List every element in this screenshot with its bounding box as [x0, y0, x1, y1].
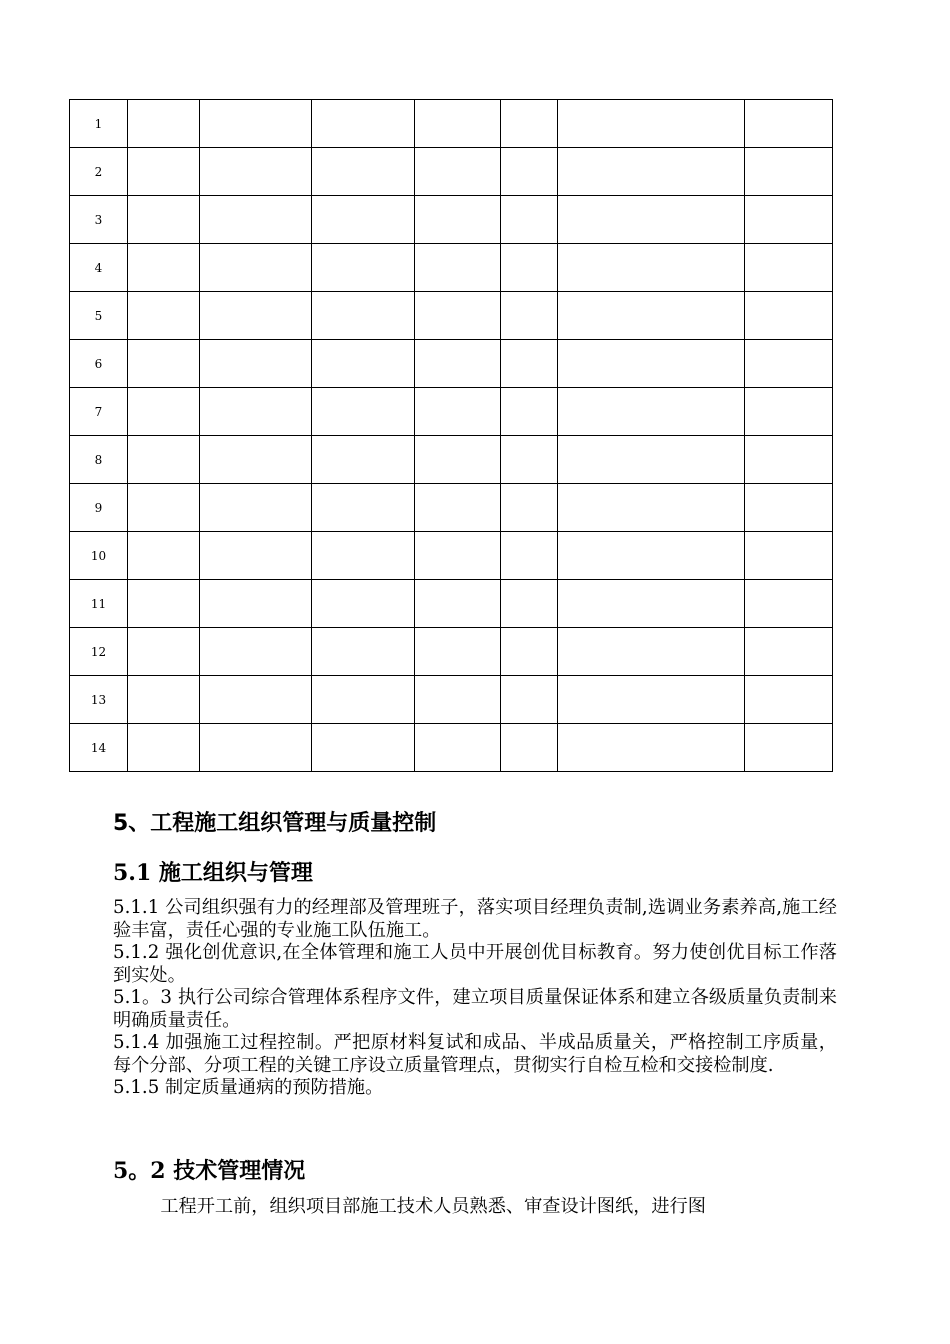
- paragraph-5-1-5: 5.1.5 制定质量通病的预防措施。: [113, 1077, 384, 1098]
- empty-cell: [312, 100, 415, 148]
- empty-cell: [128, 628, 200, 676]
- empty-cell: [200, 292, 312, 340]
- empty-cell: [128, 484, 200, 532]
- empty-cell: [200, 388, 312, 436]
- empty-cell: [501, 388, 558, 436]
- empty-cell: [558, 244, 745, 292]
- empty-cell: [415, 484, 501, 532]
- empty-cell: [745, 340, 833, 388]
- row-number-cell: 7: [70, 388, 128, 436]
- row-number-cell: 13: [70, 676, 128, 724]
- row-number-cell: 8: [70, 436, 128, 484]
- table-row: [70, 100, 833, 148]
- table-row: [70, 196, 833, 244]
- empty-cell: [200, 244, 312, 292]
- empty-cell: [128, 436, 200, 484]
- empty-cell: [200, 436, 312, 484]
- empty-cell: [415, 100, 501, 148]
- empty-cell: [745, 580, 833, 628]
- empty-cell: [200, 724, 312, 772]
- empty-cell: [415, 532, 501, 580]
- empty-cell: [312, 292, 415, 340]
- empty-cell: [128, 244, 200, 292]
- empty-cell: [128, 292, 200, 340]
- empty-cell: [558, 100, 745, 148]
- empty-cell: [501, 148, 558, 196]
- empty-cell: [501, 436, 558, 484]
- empty-cell: [200, 580, 312, 628]
- empty-cell: [501, 628, 558, 676]
- empty-cell: [501, 340, 558, 388]
- empty-cell: [200, 340, 312, 388]
- empty-cell: [501, 292, 558, 340]
- section-5-1-body: [113, 897, 837, 1100]
- empty-cell: [745, 100, 833, 148]
- empty-cell: [312, 532, 415, 580]
- section-5-2-heading: 5。2 技术管理情况: [113, 1158, 306, 1184]
- row-number-cell: 4: [70, 244, 128, 292]
- table-row: [70, 676, 833, 724]
- paragraph-5-1-1: 5.1.1 公司组织强有力的经理部及管理班子，落实项目经理负责制,选调业务素养高,施工经验丰富，责任心强的专业施工队伍施工。: [113, 897, 837, 941]
- empty-cell: [415, 340, 501, 388]
- empty-cell: [501, 100, 558, 148]
- empty-cell: [558, 388, 745, 436]
- table-row: [70, 388, 833, 436]
- empty-cell: [200, 100, 312, 148]
- table-row: [70, 484, 833, 532]
- empty-cell: [200, 148, 312, 196]
- empty-cell: [745, 292, 833, 340]
- row-number-cell: 6: [70, 340, 128, 388]
- empty-cell: [558, 532, 745, 580]
- table-row: [70, 292, 833, 340]
- empty-cell: [558, 292, 745, 340]
- empty-cell: [128, 676, 200, 724]
- row-number-cell: 9: [70, 484, 128, 532]
- empty-cell: [128, 196, 200, 244]
- empty-cell: [745, 196, 833, 244]
- row-number-cell: 10: [70, 532, 128, 580]
- table-row: [70, 340, 833, 388]
- empty-cell: [128, 340, 200, 388]
- paragraph-5-1-4: 5.1.4 加强施工过程控制。严把原材料复试和成品、半成品质量关，严格控制工序质量，每个分部、分项工程的关键工序设立质量管理点，贯彻实行自检互检和交接检制度.: [113, 1032, 837, 1076]
- empty-cell: [558, 676, 745, 724]
- empty-cell: [501, 532, 558, 580]
- empty-cell: [312, 196, 415, 244]
- empty-cell: [415, 196, 501, 244]
- table-row: [70, 580, 833, 628]
- empty-cell: [415, 244, 501, 292]
- empty-cell: [312, 388, 415, 436]
- empty-cell: [501, 676, 558, 724]
- row-number-cell: 2: [70, 148, 128, 196]
- empty-cell: [312, 148, 415, 196]
- empty-cell: [415, 292, 501, 340]
- empty-cell: [501, 724, 558, 772]
- paragraph-5-1-3: 5.1。3 执行公司综合管理体系程序文件，建立项目质量保证体系和建立各级质量负责制来明确质量责任。: [113, 987, 837, 1031]
- empty-cell: [558, 628, 745, 676]
- empty-cell: [415, 580, 501, 628]
- empty-cell: [312, 244, 415, 292]
- empty-cell: [558, 580, 745, 628]
- empty-cell: [501, 196, 558, 244]
- empty-cell: [200, 484, 312, 532]
- row-number-cell: 5: [70, 292, 128, 340]
- empty-cell: [745, 148, 833, 196]
- table-row: [70, 628, 833, 676]
- empty-cell: [501, 484, 558, 532]
- empty-cell: [312, 340, 415, 388]
- empty-cell: [128, 580, 200, 628]
- empty-cell: [200, 676, 312, 724]
- empty-cell: [128, 388, 200, 436]
- empty-cell: [312, 628, 415, 676]
- empty-cell: [312, 436, 415, 484]
- table-row: [70, 244, 833, 292]
- empty-cell: [128, 532, 200, 580]
- empty-cell: [128, 100, 200, 148]
- empty-cell: [558, 196, 745, 244]
- paragraph-5-1-2: 5.1.2 强化创优意识,在全体管理和施工人员中开展创优目标教育。努力使创优目标工作落到实处。: [113, 942, 837, 986]
- empty-cell: [745, 388, 833, 436]
- empty-cell: [558, 484, 745, 532]
- empty-cell: [415, 724, 501, 772]
- empty-cell: [415, 628, 501, 676]
- table-row: [70, 724, 833, 772]
- section-5-heading: 5、工程施工组织管理与质量控制: [113, 811, 437, 836]
- empty-cell: [415, 436, 501, 484]
- empty-cell: [745, 244, 833, 292]
- empty-cell: [558, 436, 745, 484]
- empty-cell: [745, 484, 833, 532]
- empty-cell: [200, 196, 312, 244]
- section-5-1-heading: 5.1 施工组织与管理: [113, 860, 313, 886]
- empty-cell: [558, 340, 745, 388]
- empty-cell: [312, 484, 415, 532]
- row-number-cell: 14: [70, 724, 128, 772]
- row-number-cell: 11: [70, 580, 128, 628]
- table-row: [70, 148, 833, 196]
- empty-cell: [415, 676, 501, 724]
- empty-cell: [415, 388, 501, 436]
- table-row: [70, 436, 833, 484]
- empty-cell: [501, 580, 558, 628]
- blank-record-table: [69, 99, 833, 772]
- row-number-cell: 3: [70, 196, 128, 244]
- paragraph-5-2: 工程开工前，组织项目部施工技术人员熟悉、审查设计图纸，进行图: [160, 1196, 706, 1217]
- row-number-cell: 12: [70, 628, 128, 676]
- empty-cell: [558, 724, 745, 772]
- empty-cell: [745, 724, 833, 772]
- empty-cell: [312, 676, 415, 724]
- empty-cell: [415, 148, 501, 196]
- empty-cell: [200, 628, 312, 676]
- empty-cell: [312, 580, 415, 628]
- empty-cell: [501, 244, 558, 292]
- table-row: [70, 532, 833, 580]
- empty-cell: [200, 532, 312, 580]
- empty-cell: [745, 436, 833, 484]
- empty-cell: [745, 532, 833, 580]
- empty-cell: [558, 148, 745, 196]
- empty-cell: [128, 724, 200, 772]
- empty-cell: [312, 724, 415, 772]
- row-number-cell: 1: [70, 100, 128, 148]
- empty-cell: [745, 628, 833, 676]
- empty-cell: [745, 676, 833, 724]
- empty-cell: [128, 148, 200, 196]
